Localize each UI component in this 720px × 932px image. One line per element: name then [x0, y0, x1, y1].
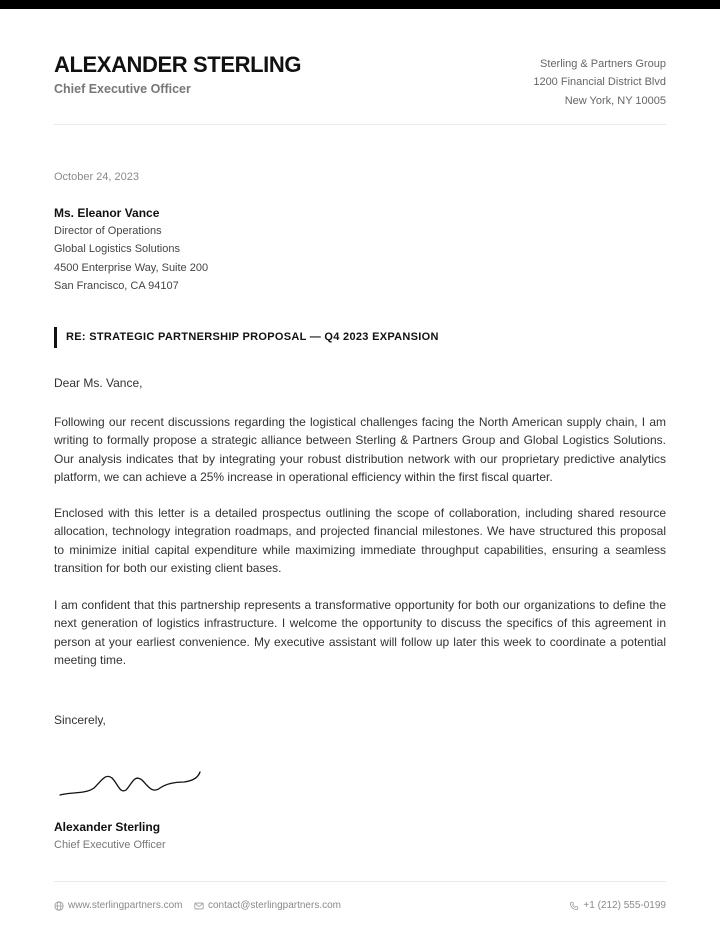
- header-divider: [54, 124, 666, 125]
- footer: [54, 898, 666, 914]
- footer-website[interactable]: [54, 898, 182, 914]
- body-paragraph: Enclosed with this letter is a detailed prospectus outlining the scope of collaboration, including shared resource allocation, technology integration roadmaps, and projected financial milestones. We have structured this proposal to minimize initial capital expenditure while maximizing immediate throughput capabilities, ensuring a seamless transition for both our existing client bases.: [54, 506, 666, 575]
- footer-email[interactable]: [194, 898, 341, 914]
- signer-name: Alexander Sterling: [54, 820, 161, 834]
- signer-title: Chief Executive Officer: [54, 839, 166, 851]
- salutation: Dear Ms. Vance,: [54, 376, 143, 390]
- recipient-block: [54, 204, 208, 295]
- company-city: New York, NY 10005: [564, 94, 666, 107]
- phone-icon: [569, 901, 579, 911]
- letter-date: October 24, 2023: [54, 171, 140, 183]
- company-address: [533, 55, 666, 110]
- letterhead: [54, 52, 666, 112]
- subject-line: RE: STRATEGIC PARTNERSHIP PROPOSAL — Q4 2023 EXPANSION: [54, 327, 439, 348]
- globe-icon: [54, 901, 64, 911]
- recipient-name: Ms. Eleanor Vance: [54, 206, 160, 220]
- closing: Sincerely,: [54, 713, 106, 727]
- top-accent-bar: [0, 0, 720, 9]
- company-street: 1200 Financial District Blvd: [533, 76, 666, 89]
- website-text: www.sterlingpartners.com: [68, 900, 183, 911]
- sender-title: Chief Executive Officer: [54, 82, 191, 96]
- mail-icon: [194, 901, 204, 911]
- sender-name: ALEXANDER STERLING: [54, 52, 302, 77]
- body-paragraph: I am confident that this partnership represents a transformative opportunity for both our organizations to define the next generation of logistics infrastructure. I welcome the opportunity to discuss the specifics of this agreement in person at your earliest convenience. My executive assistant will follow up later this week to coordinate a potential meeting time.: [54, 598, 666, 667]
- recipient-company: Global Logistics Solutions: [54, 243, 180, 256]
- recipient-title: Director of Operations: [54, 225, 162, 238]
- recipient-street: 4500 Enterprise Way, Suite 200: [54, 261, 209, 274]
- handwritten-signature: [58, 768, 204, 800]
- footer-phone[interactable]: [569, 898, 666, 914]
- phone-text: +1 (212) 555-0199: [583, 900, 666, 911]
- footer-divider: [54, 881, 666, 882]
- company-name: Sterling & Partners Group: [540, 58, 666, 70]
- email-text: contact@sterlingpartners.com: [208, 900, 341, 911]
- recipient-city: San Francisco, CA 94107: [54, 279, 179, 292]
- body-paragraph: Following our recent discussions regarding the logistical challenges facing the North American supply chain, I am writing to formally propose a strategic alliance between Sterling & Partners Group and Global Logistics Solutions. Our analysis indicates that by integrating your robust distribution network with our proprietary predictive analytics platform, we can achieve a 25% increase in operational efficiency within the first fiscal quarter.: [54, 415, 666, 484]
